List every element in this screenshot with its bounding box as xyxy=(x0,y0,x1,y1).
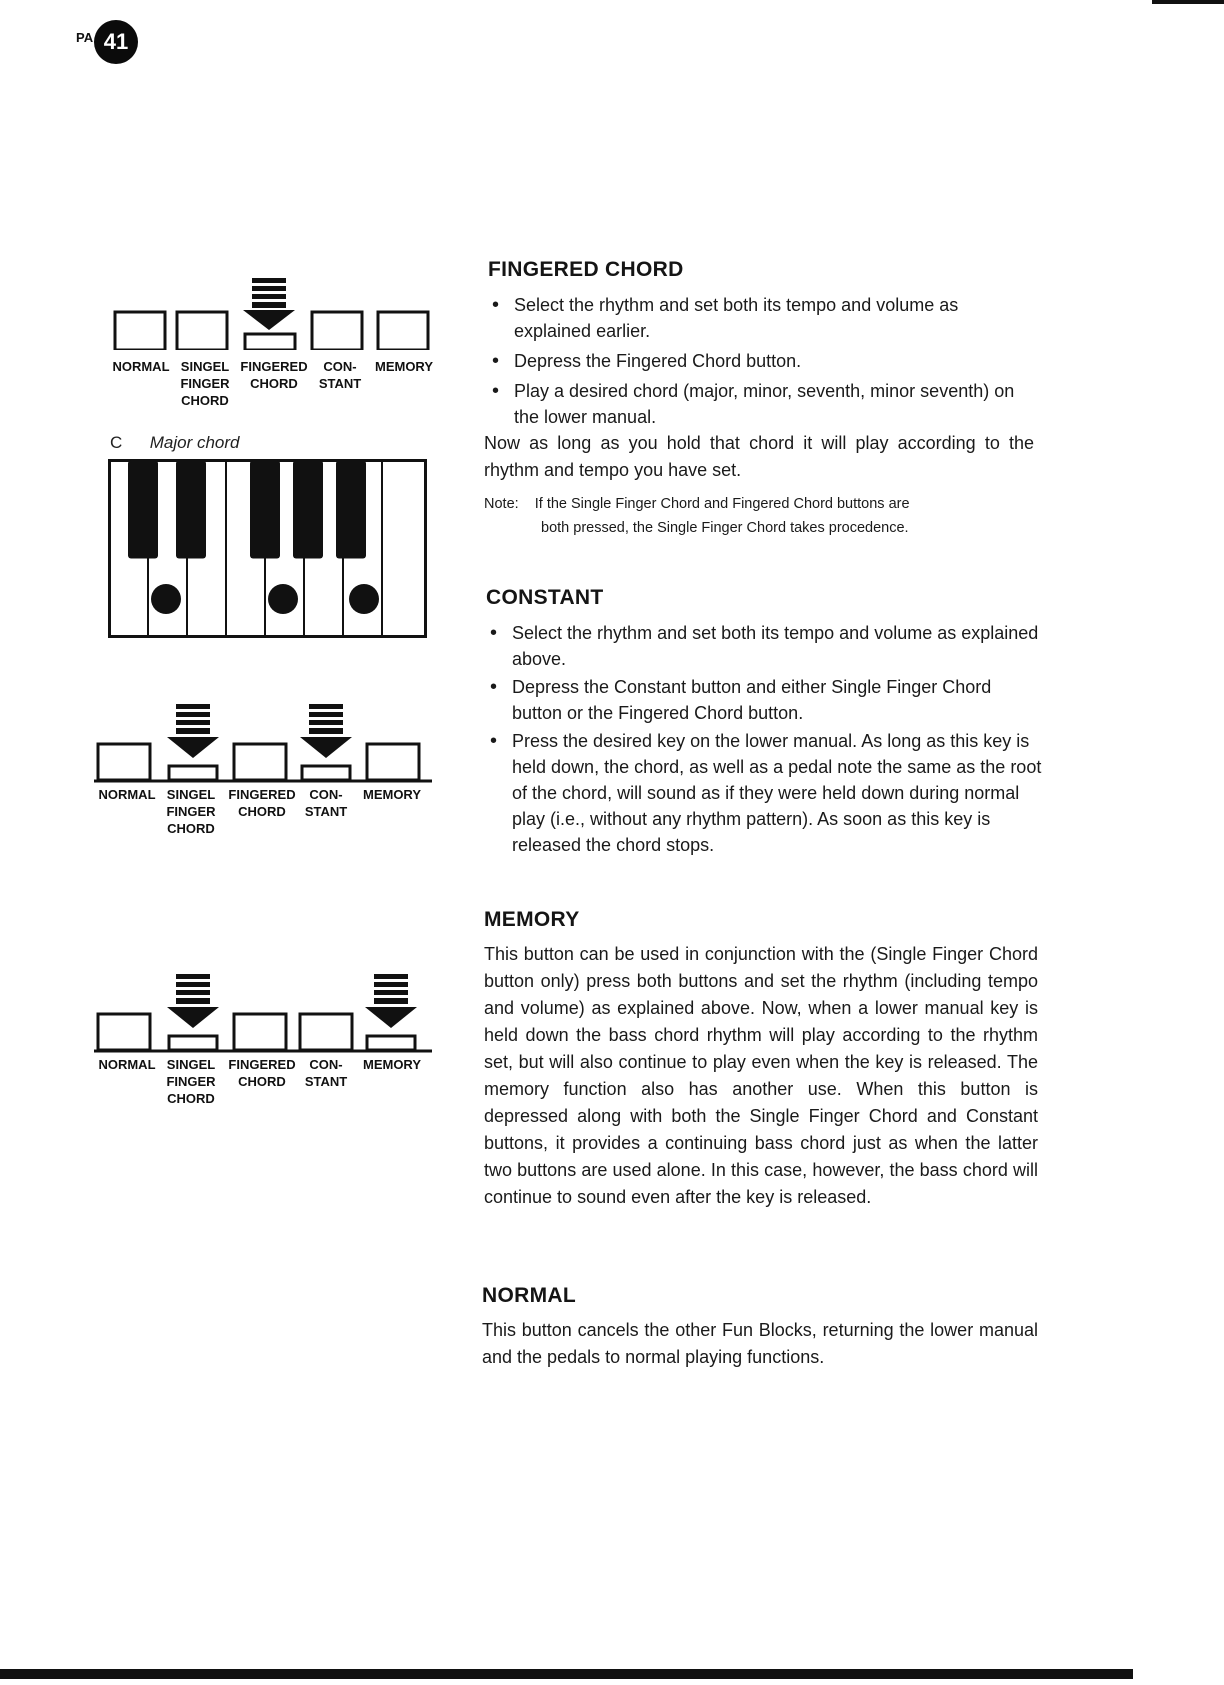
section-heading: FINGERED CHORD xyxy=(488,258,684,281)
list-item: • Press the desired key on the lower manual. As long as this key is held down, the chord, as well as a pedal note the same as the root of the chord, will sound as if they were held down during normal play (i.e., without any rhythm pattern). As soon as this key is released the chord stops. xyxy=(486,728,1044,858)
section-fingered-chord xyxy=(488,258,1036,430)
label-constant: CON- STANT xyxy=(304,787,348,819)
page-prefix: PA xyxy=(76,30,94,45)
list-item: • Play a desired chord (major, minor, seventh, minor seventh) on the lower manual. xyxy=(488,378,1036,430)
note-line: both pressed, the Single Finger Chord takes procedence. xyxy=(541,520,909,536)
label-memory: MEMORY xyxy=(374,359,434,374)
note-block xyxy=(484,492,1034,540)
label-normal: NORMAL xyxy=(112,359,170,374)
section-heading: CONSTANT xyxy=(486,586,604,609)
body-paragraph: This button cancels the other Fun Blocks, returning the lower manual and the pedals to normal playing functions. xyxy=(482,1320,1038,1367)
label-fingered: FINGERED CHORD xyxy=(240,359,308,391)
label-fingered: FINGERED CHORD xyxy=(228,1057,296,1089)
keyboard-illustration xyxy=(108,459,428,639)
label-constant: CON- STANT xyxy=(304,1057,348,1089)
label-memory: MEMORY xyxy=(362,1057,422,1072)
label-singel: SINGEL FINGER CHORD xyxy=(166,787,216,836)
caption-note: C xyxy=(110,433,123,452)
page-number: 41 xyxy=(94,20,138,64)
chord-note-marker xyxy=(268,584,298,614)
body-paragraph: Now as long as you hold that chord it will play according to the rhythm and tempo you have set. xyxy=(484,433,1034,480)
note-label: Note: xyxy=(484,496,519,512)
bottom-rule xyxy=(0,1669,1133,1679)
label-constant: CON- STANT xyxy=(318,359,362,391)
label-fingered: FINGERED CHORD xyxy=(228,787,296,819)
label-singel: SINGEL FINGER CHORD xyxy=(166,1057,216,1106)
list-item: • Select the rhythm and set both its tempo and volume as explained earlier. xyxy=(488,292,1036,344)
list-item: • Depress the Constant button and either Single Finger Chord button or the Fingered Chord button. xyxy=(486,674,1044,726)
label-singel: SINGEL FINGER CHORD xyxy=(180,359,230,408)
label-memory: MEMORY xyxy=(362,787,422,802)
note-line: If the Single Finger Chord and Fingered Chord buttons are xyxy=(534,496,910,512)
section-memory xyxy=(484,908,1038,1211)
label-normal: NORMAL xyxy=(98,787,156,802)
button-diagram-fingered xyxy=(100,270,450,410)
keyboard-caption xyxy=(110,433,240,453)
fingered-chord-paragraph xyxy=(484,430,1034,540)
list-item: • Select the rhythm and set both its tempo and volume as explained above. xyxy=(486,620,1044,672)
caption-text: Major chord xyxy=(149,433,240,452)
top-rule xyxy=(1152,0,1224,4)
label-normal: NORMAL xyxy=(98,1057,156,1072)
chord-note-marker xyxy=(349,584,379,614)
section-heading: NORMAL xyxy=(482,1284,576,1307)
button-diagram-constant xyxy=(92,700,442,840)
list-item: • Depress the Fingered Chord button. xyxy=(488,348,1036,374)
button-diagram-memory xyxy=(92,970,442,1110)
section-heading: MEMORY xyxy=(484,908,580,931)
section-normal xyxy=(482,1284,1038,1371)
chord-note-marker xyxy=(151,584,181,614)
section-constant xyxy=(486,586,1044,858)
body-paragraph: This button can be used in conjunction with the (Single Finger Chord button only) press both buttons and set the rhythm (including tempo and volume) as explained above. Now, when a lower manual key is held down the bass chord rhythm will play according to the rhythm set, but will also continue to play even when the key is released. The memory function also has another use. When this button is depressed along with both the Single Finger Chord and Constant buttons, it provides a continuing bass chord just as when the latter two buttons are used alone. In this case, however, the bass chord will continue to sound even after the key is released. xyxy=(484,944,1038,1207)
page-number-badge xyxy=(72,20,142,64)
